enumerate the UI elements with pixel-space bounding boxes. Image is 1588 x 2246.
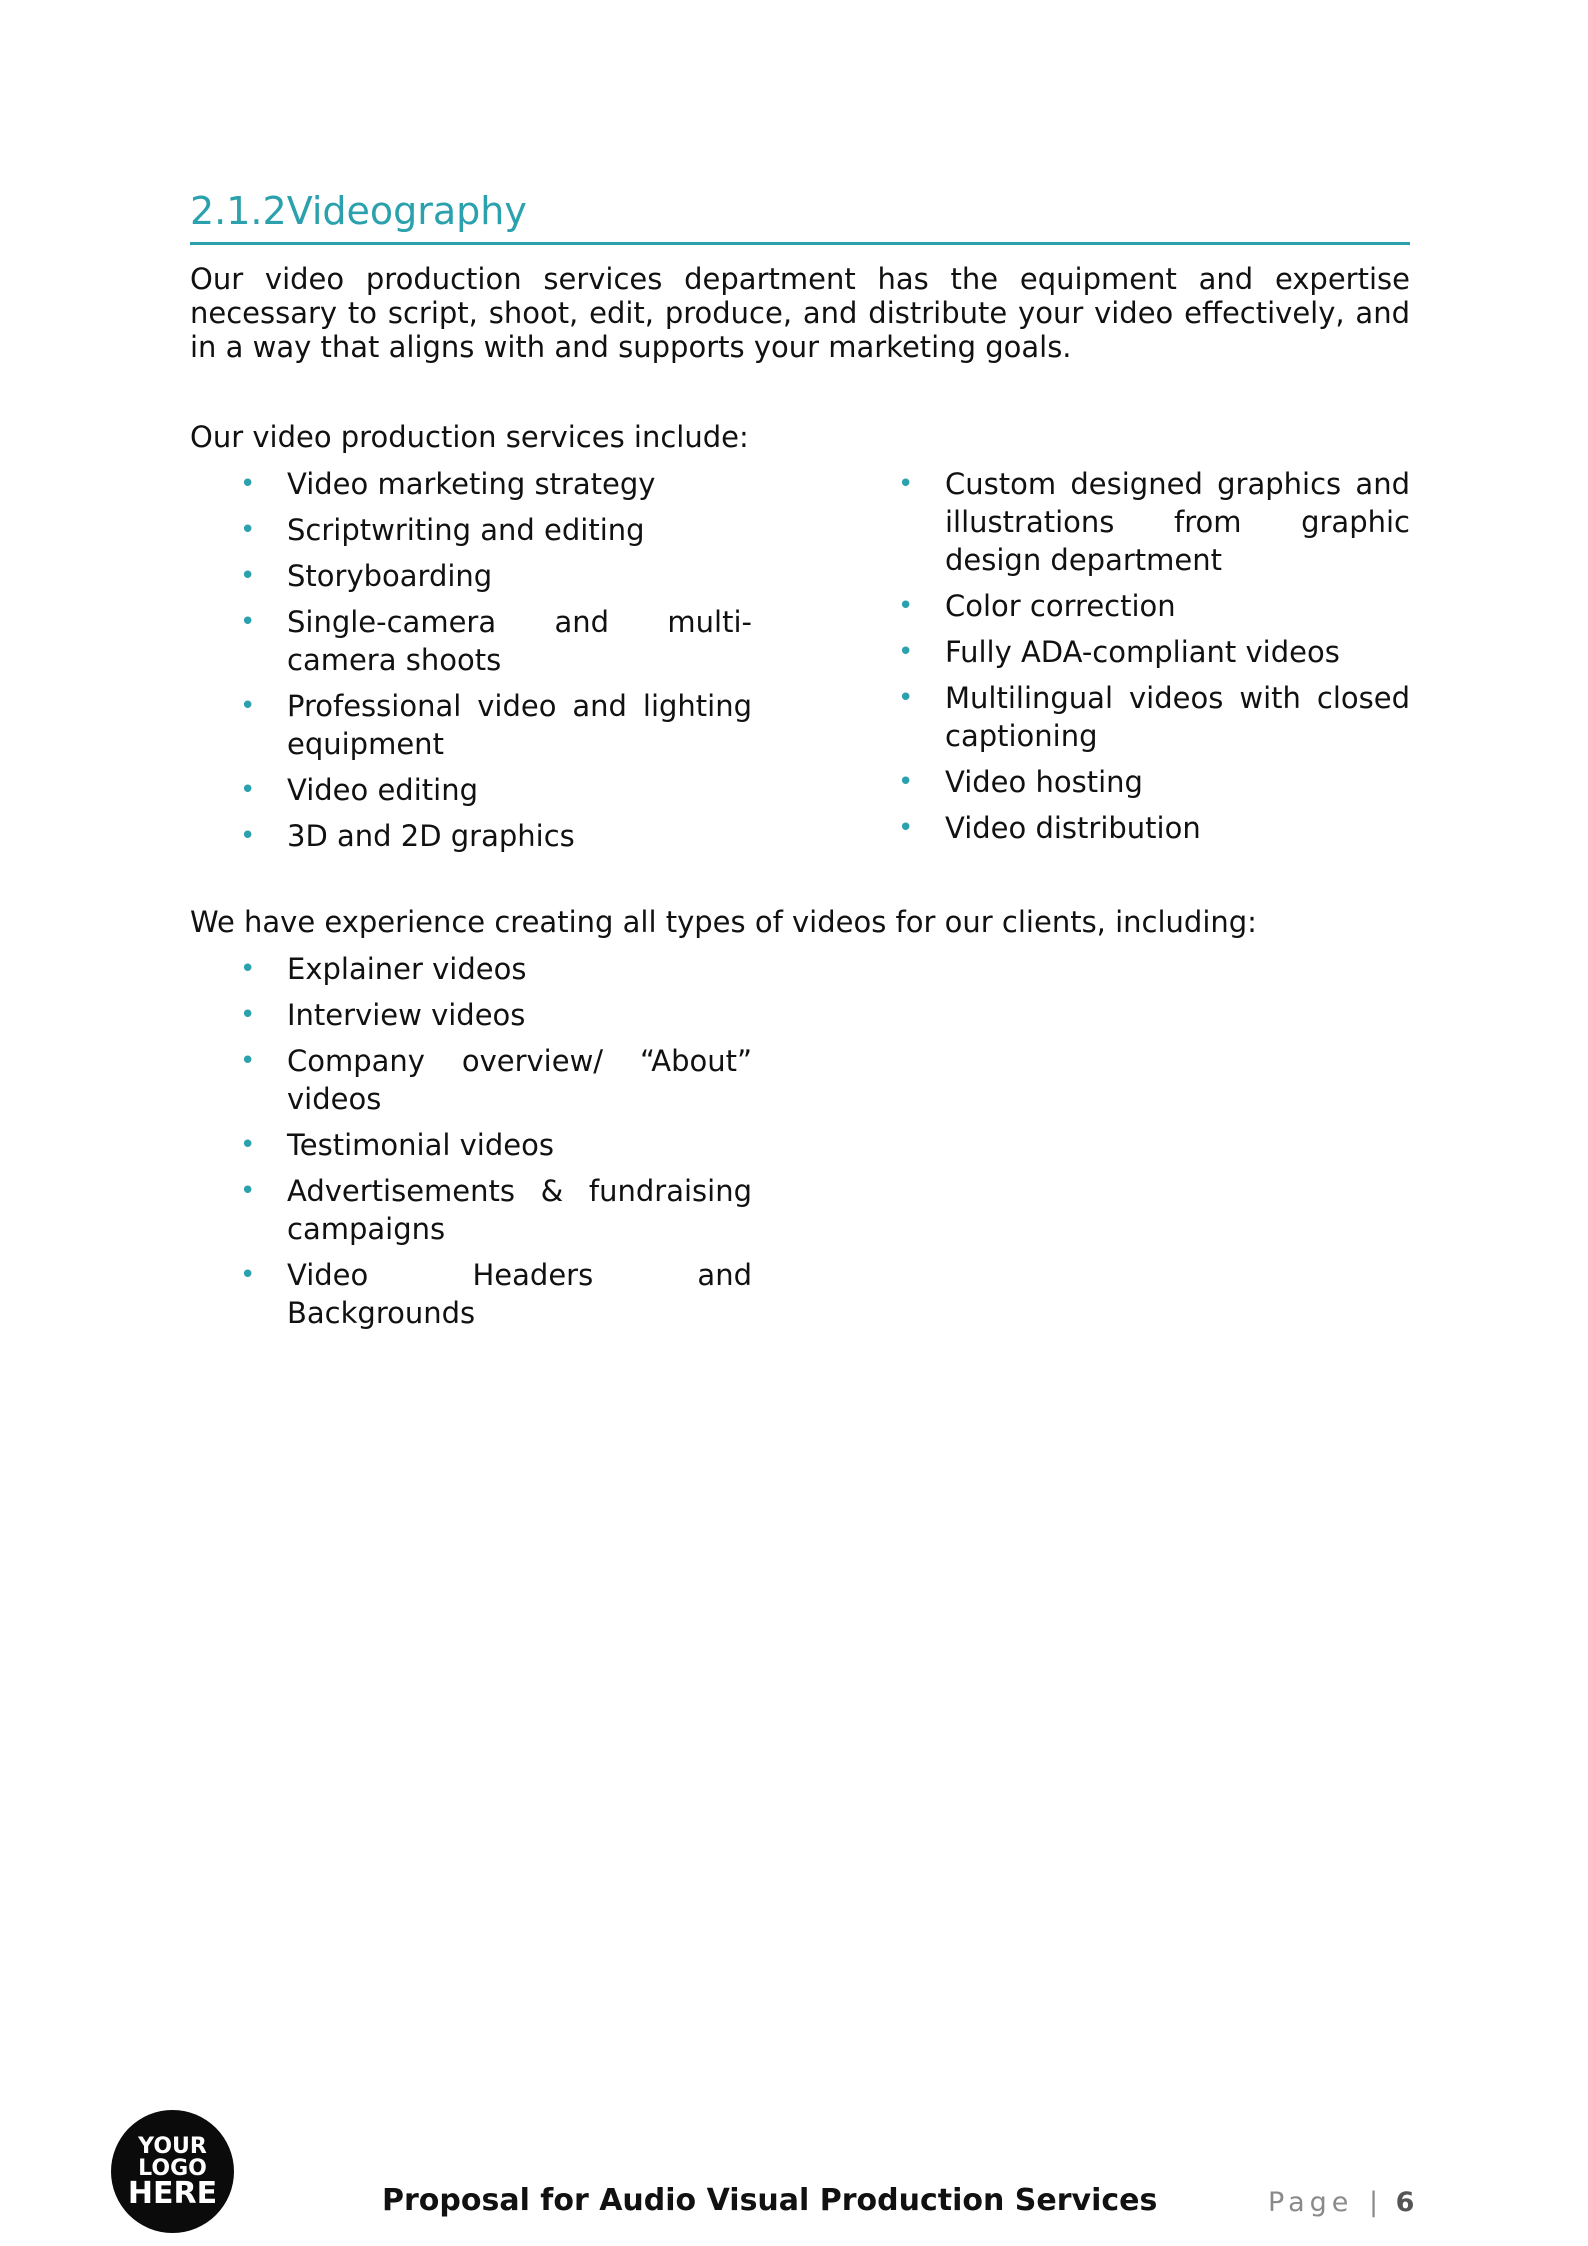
logo-placeholder (111, 2110, 234, 2233)
logo-text-line: YOUR (138, 2133, 207, 2159)
footer-title: Proposal for Audio Visual Production Services (382, 2183, 1158, 2218)
list-item (190, 603, 752, 679)
bullet-icon: • (240, 607, 256, 637)
list-item-text: Video editing (287, 773, 478, 807)
list-item-text: Video distribution (945, 811, 1201, 845)
list-item (190, 1126, 752, 1164)
page-number: 6 (1395, 2187, 1415, 2218)
bullet-icon: • (240, 469, 256, 499)
list-item-text: Testimonial videos (287, 1128, 554, 1162)
bullet-icon: • (240, 515, 256, 545)
list-item (190, 817, 752, 855)
logo-text-line: LOGO (138, 2155, 207, 2181)
list-item (190, 1042, 752, 1118)
bullet-icon: • (898, 637, 914, 667)
list-item (190, 996, 752, 1034)
page-separator: | (1368, 2187, 1379, 2218)
intro-paragraph: Our video production services department has the equipment and expertise necessary to script, shoot, edit, produce, and distribute your video effectively, and in a way that aligns with and supports your marketing goals. (190, 262, 1410, 364)
list-item-text: Multilingual videos with closed captioning (945, 681, 1410, 753)
bullet-icon: • (240, 775, 256, 805)
list-item-text: Explainer videos (287, 952, 527, 986)
list-item-text: Custom designed graphics and illustrations from graphic design department (945, 467, 1410, 577)
bullet-icon: • (240, 1130, 256, 1160)
bullet-icon: • (240, 1260, 256, 1290)
list-item (848, 465, 1410, 579)
list-item-text: Scriptwriting and editing (287, 513, 645, 547)
list-item-text: 3D and 2D graphics (287, 819, 575, 853)
list-item (190, 1256, 752, 1332)
list-item-text: Professional video and lighting equipment (287, 689, 752, 761)
bullet-icon: • (240, 691, 256, 721)
list-item (190, 1172, 752, 1248)
list-item (190, 950, 752, 988)
bullet-icon: • (898, 813, 914, 843)
services-list-right (848, 465, 1410, 855)
list-item (848, 587, 1410, 625)
video-types-lead: We have experience creating all types of videos for our clients, including: (190, 905, 1257, 939)
list-item-text: Fully ADA-compliant videos (945, 635, 1340, 669)
list-item (190, 511, 752, 549)
list-item (190, 687, 752, 763)
list-item (190, 771, 752, 809)
section-heading: 2.1.2Videography (190, 186, 1410, 245)
list-item (190, 557, 752, 595)
page-number-label (1268, 2186, 1414, 2220)
list-item (848, 763, 1410, 801)
page-word: Page (1268, 2187, 1354, 2218)
bullet-icon: • (898, 767, 914, 797)
bullet-icon: • (240, 1000, 256, 1030)
logo-text-line: HERE (127, 2175, 218, 2211)
list-item-text: Company overview/ “About” videos (287, 1044, 752, 1116)
video-types-list (190, 950, 752, 1340)
bullet-icon: • (898, 683, 914, 713)
bullet-icon: • (898, 591, 914, 621)
list-item (848, 679, 1410, 755)
bullet-icon: • (240, 561, 256, 591)
list-item-text: Color correction (945, 589, 1176, 623)
bullet-icon: • (240, 1176, 256, 1206)
services-list-left (190, 465, 752, 863)
list-item-text: Single-camera and multi-camera shoots (287, 605, 752, 677)
bullet-icon: • (240, 954, 256, 984)
bullet-icon: • (898, 469, 914, 499)
list-item-text: Video marketing strategy (287, 467, 656, 501)
list-item (190, 465, 752, 503)
list-item-text: Interview videos (287, 998, 526, 1032)
list-item (848, 633, 1410, 671)
list-item-text: Advertisements & fundraising campaigns (287, 1174, 752, 1246)
bullet-icon: • (240, 821, 256, 851)
list-item-text: Storyboarding (287, 559, 493, 593)
services-lead: Our video production services include: (190, 420, 749, 454)
bullet-icon: • (240, 1046, 256, 1076)
list-item (848, 809, 1410, 847)
list-item-text: Video Headers and Backgrounds (287, 1258, 752, 1330)
list-item-text: Video hosting (945, 765, 1143, 799)
